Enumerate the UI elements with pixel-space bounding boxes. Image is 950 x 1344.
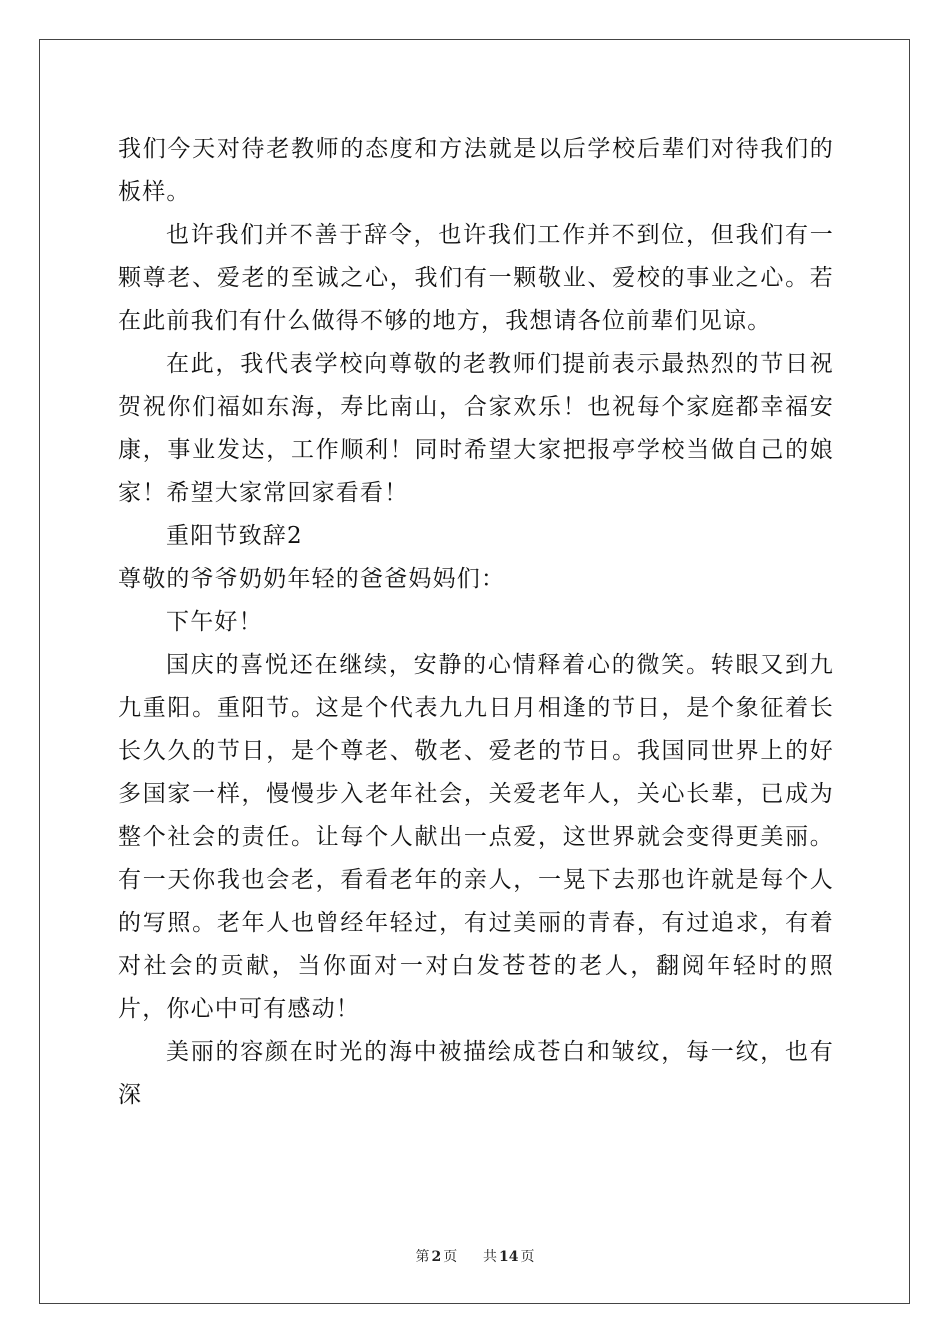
page-unit: 页 <box>443 1249 458 1265</box>
section-title: 重阳节致辞2 <box>166 523 303 549</box>
total-pages: 14 <box>499 1249 519 1265</box>
page-prefix: 第 <box>415 1249 430 1265</box>
paragraph: 在此，我代表学校向尊敬的老教师们提前表示最热烈的节日祝贺祝你们福如东海，寿比南山，合家欢乐！也祝每个家庭都幸福安康，事业发达，工作顺利！同时希望大家把报亭学校当做自己的娘家！希望大家常回家看看！ <box>118 351 834 506</box>
paragraph: 国庆的喜悦还在继续，安静的心情释着心的微笑。转眼又到九九重阳。重阳节。这是个代表九九日月相逢的节日，是个象征着长长久久的节日，是个尊老、敬老、爱老的节日。我国同世界上的好多国家一样，慢慢步入老年社会，关爱老年人，关心长辈，已成为整个社会的责任。让每个人献出一点爱，这世界就会变得更美丽。有一天你我也会老，看看老年的亲人，一晃下去那也许就是每个人的写照。老年人也曾经年轻过，有过美丽的青春，有过追求，有着对社会的贡献，当你面对一对白发苍苍的老人，翻阅年轻时的照片，你心中可有感动！ <box>118 652 834 1022</box>
page-footer <box>0 1246 950 1266</box>
salutation: 尊敬的爷爷奶奶年轻的爸爸妈妈们： <box>118 566 506 592</box>
document-body <box>118 128 834 1117</box>
paragraph: 也许我们并不善于辞令，也许我们工作并不到位，但我们有一颗尊老、爱老的至诚之心，我们有一颗敬业、爱校的事业之心。若在此前我们有什么做得不够的地方，我想请各位前辈们见谅。 <box>118 222 834 334</box>
paragraph: 我们今天对待老教师的态度和方法就是以后学校后辈们对待我们的板样。 <box>118 136 834 205</box>
page-number: 2 <box>431 1249 442 1265</box>
total-unit: 页 <box>520 1249 535 1265</box>
greeting: 下午好！ <box>166 609 263 635</box>
total-prefix: 共 <box>483 1249 498 1265</box>
paragraph: 美丽的容颜在时光的海中被描绘成苍白和皱纹，每一纹，也有深 <box>118 1039 834 1108</box>
page-indicator <box>413 1249 459 1265</box>
total-pages-indicator <box>481 1249 536 1265</box>
